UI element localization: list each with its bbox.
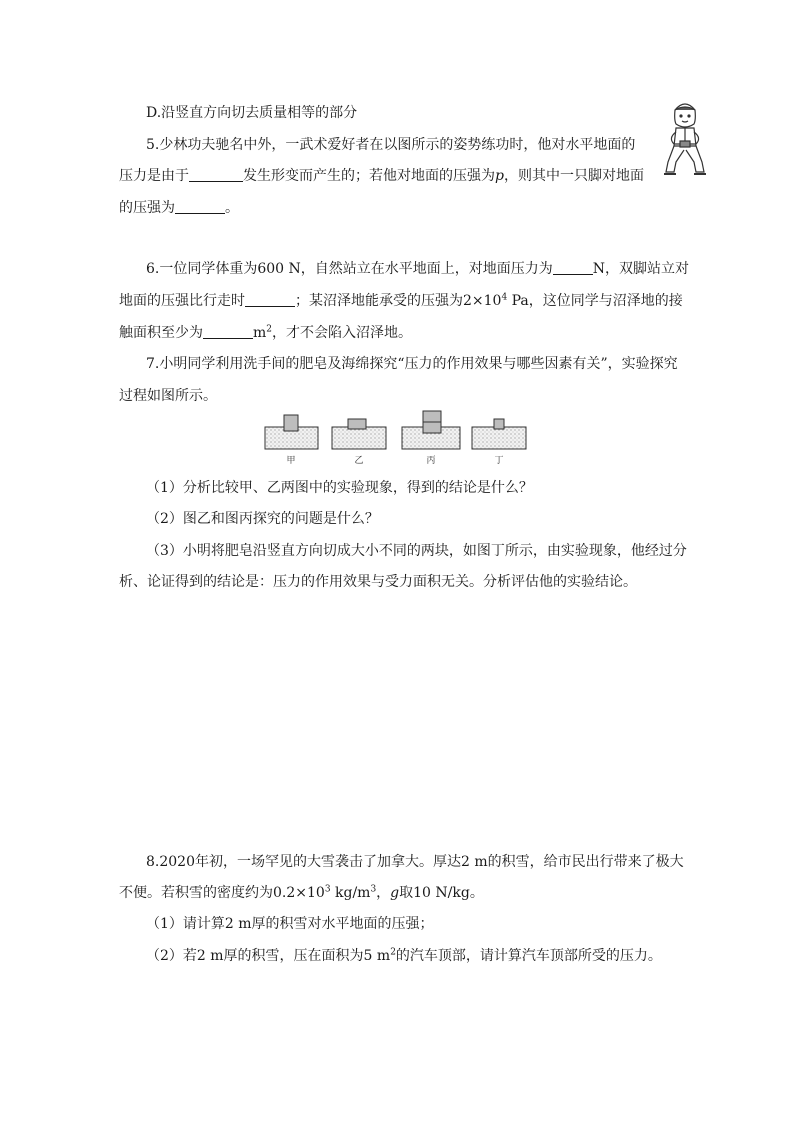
q7-sub1: （1）分析比较甲、乙两图中的实验现象，得到的结论是什么？: [146, 480, 533, 496]
q5-line1: 5.少林功夫驰名中外，一武术爱好者在以图所示的姿势练功时，他对水平地面的: [146, 137, 636, 153]
q5-text: ，则其中一只脚对地面: [503, 168, 644, 184]
q6-text: ；某沼泽地能承受的压强为2×10: [295, 293, 502, 309]
q5-blank-2: [175, 199, 225, 214]
q4-option-d: D.沿竖直方向切去质量相等的部分: [146, 105, 358, 121]
q8-exponent: 2: [390, 947, 396, 958]
q6-blank-1: [553, 260, 593, 275]
martial-artist-icon: [660, 100, 710, 180]
q5-line2: [119, 166, 644, 186]
setup-ding: [472, 419, 526, 449]
figure-label-ding: 丁: [494, 456, 504, 466]
q5-text: 的压强为: [119, 200, 175, 216]
q7-line2: 过程如图所示。: [119, 388, 217, 404]
setup-jia: [265, 415, 318, 449]
q6-exponent: 2: [266, 324, 273, 335]
q8-line1: 8.2020年初，一场罕见的大雪袭击了加拿大。厚达2 m的积雪，给市民出行带来了极大: [146, 854, 684, 870]
q8-sub2: [146, 946, 662, 966]
q5-text: 发生形变而产生的；若他对地面的压强为: [243, 168, 495, 184]
q8-text: 取10 N/kg。: [399, 885, 484, 901]
setup-bing: [402, 411, 460, 449]
q6-line1: [146, 259, 689, 279]
q6-blank-2: [245, 292, 295, 307]
q6-text: ，才不会陷入沼泽地。: [272, 325, 413, 341]
q8-exponent: 3: [324, 884, 331, 895]
q5-text: 。: [225, 200, 239, 216]
q8-line2: [119, 883, 484, 903]
q6-line2: [119, 291, 683, 311]
figure-label-jia: 甲: [286, 456, 296, 466]
q8-sub1: （1）请计算2 m厚的积雪对水平地面的压强；: [146, 916, 434, 932]
figure-label-bing: 丙: [426, 456, 436, 466]
q5-text: 压力是由于: [119, 168, 189, 184]
q7-line1: 7.小明同学利用洗手间的肥皂及海绵探究“压力的作用效果与哪些因素有关”，实验探究: [146, 356, 678, 372]
q5-pressure-variable: p: [495, 168, 504, 184]
q6-line3: [119, 323, 412, 343]
q8-text: （2）若2 m厚的积雪，压在面积为5 m: [146, 948, 391, 964]
q6-text: Pa，这位同学与沼泽地的接: [507, 293, 683, 309]
q6-text: 6.一位同学体重为600 N，自然站立在水平地面上，对地面压力为: [146, 261, 553, 277]
figure-label-yi: 乙: [354, 456, 364, 466]
q6-blank-3: [203, 324, 253, 339]
q8-text: kg/m: [330, 885, 371, 901]
q8-text: 不便。若积雪的密度约为0.2×10: [119, 885, 325, 901]
q6-exponent: 4: [501, 292, 508, 303]
q8-exponent: 3: [370, 884, 377, 895]
sponge-soap-experiment-figure: [262, 405, 532, 467]
q8-text: 的汽车顶部，请计算汽车顶部所受的压力。: [395, 948, 662, 964]
q6-text: 地面的压强比行走时: [119, 293, 245, 309]
q7-sub3-line2: 析、论证得到的结论是：压力的作用效果与受力面积无关。分析评估他的实验结论。: [119, 574, 637, 590]
q6-text: m: [253, 325, 267, 341]
setup-yi: [332, 419, 386, 449]
q6-text: 触面积至少为: [119, 325, 203, 341]
q8-g-variable: g: [390, 885, 400, 901]
q7-sub3-line1: （3）小明将肥皂沿竖直方向切成大小不同的两块，如图丁所示，由实验现象，他经过分: [146, 543, 687, 559]
q5-line3: [119, 198, 239, 218]
q7-sub2: （2）图乙和图丙探究的问题是什么？: [146, 511, 379, 527]
q5-blank-1: [189, 167, 243, 182]
q8-text: ，: [376, 885, 391, 901]
q6-text: N，双脚站立对: [592, 261, 690, 277]
